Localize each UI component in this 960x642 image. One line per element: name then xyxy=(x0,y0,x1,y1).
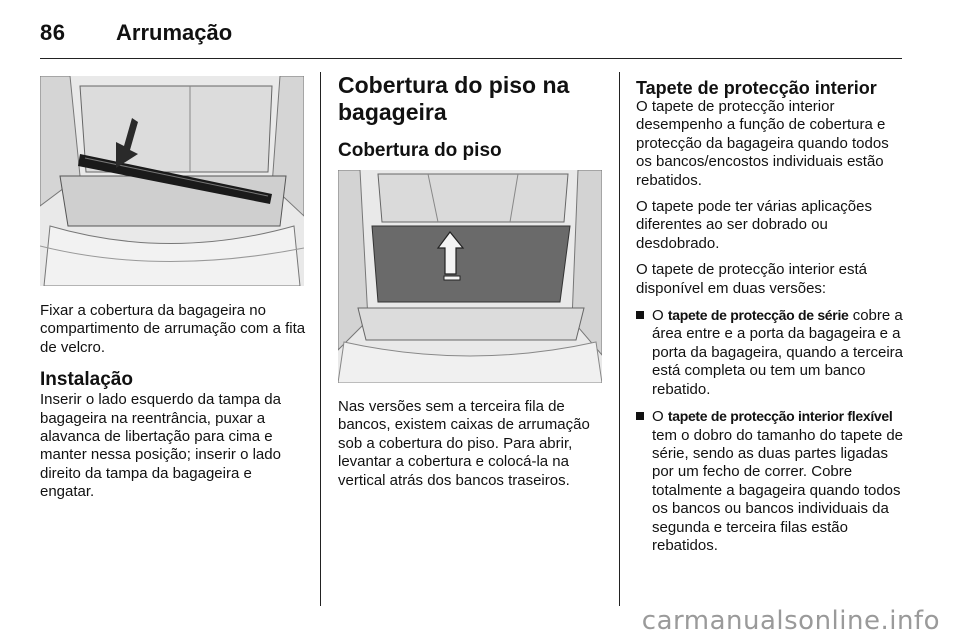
term-standard-mat: tapete de protecção de série xyxy=(667,307,849,324)
page-title: Arrumação xyxy=(116,20,233,45)
heading-protective-mat: Tapete de protecção interior xyxy=(636,78,877,98)
floor-cover-text: Nas versões sem a terceira fila de bancos, existem caixas de arrumação sob a cobertura do piso. Para abrir, levantar a cobertura e colocá-la na vertical atrás dos bancos traseiros. xyxy=(338,398,590,489)
column-2-text xyxy=(338,398,604,498)
bullet-square-icon xyxy=(636,412,644,420)
installation-text: Inserir o lado esquerdo da tampa da bagageira na reentrância, puxar a alavanca de libertação para cima e manter nessa posição; inserir o lado direito da tampa da bagageira e engatar. xyxy=(40,391,281,501)
caption-velcro: Fixar a cobertura da bagageira no compartimento de arrumação com a fita de velcro. xyxy=(40,302,306,356)
subheading-floor-cover: Cobertura do piso xyxy=(338,140,502,161)
figure-cargo-cover-storage xyxy=(40,76,304,286)
list-item: O tapete de protecção de série cobre a área entre e a porta da bagageira e a porta da bagageira, quando a terceira está completa ou tem um banco rebatido. xyxy=(636,306,904,399)
heading-instalacao: Instalação xyxy=(40,369,133,391)
figure-floor-cover xyxy=(338,170,602,383)
list-item: O tapete de protecção interior flexível tem o dobro do tamanho do tapete de série, sendo as duas partes ligadas por um fecho de correr. Cobre totalmente a bagageira quando todos os bancos ou bancos individuais da segunda e terceira filas estão rebatidos. xyxy=(636,407,904,555)
bullet-square-icon xyxy=(636,311,644,319)
header-rule xyxy=(40,58,902,59)
term-flexible-mat: tapete de protecção interior flexível xyxy=(667,408,893,425)
column-1-text xyxy=(40,302,306,510)
mat-para-2: O tapete pode ter várias aplicações diferentes ao ser dobrado ou desdobrado. xyxy=(636,198,872,252)
column-divider-2 xyxy=(619,72,620,606)
mat-para-1: O tapete de protecção interior desempenho a função de cobertura e protecção da bagageira quando todos os bancos/encostos individuais estão rebatidos. xyxy=(636,98,889,189)
column-3 xyxy=(636,78,904,563)
mat-versions-list xyxy=(636,306,904,555)
column-divider-1 xyxy=(320,72,321,606)
column-2 xyxy=(338,72,604,162)
page-number: 86 xyxy=(40,20,66,45)
section-title: Cobertura do piso na bagageira xyxy=(338,72,570,125)
watermark: carmanualsonline.info xyxy=(641,606,940,636)
page-header xyxy=(40,14,920,54)
mat-para-3: O tapete de protecção interior está disponível em duas versões: xyxy=(636,261,867,297)
